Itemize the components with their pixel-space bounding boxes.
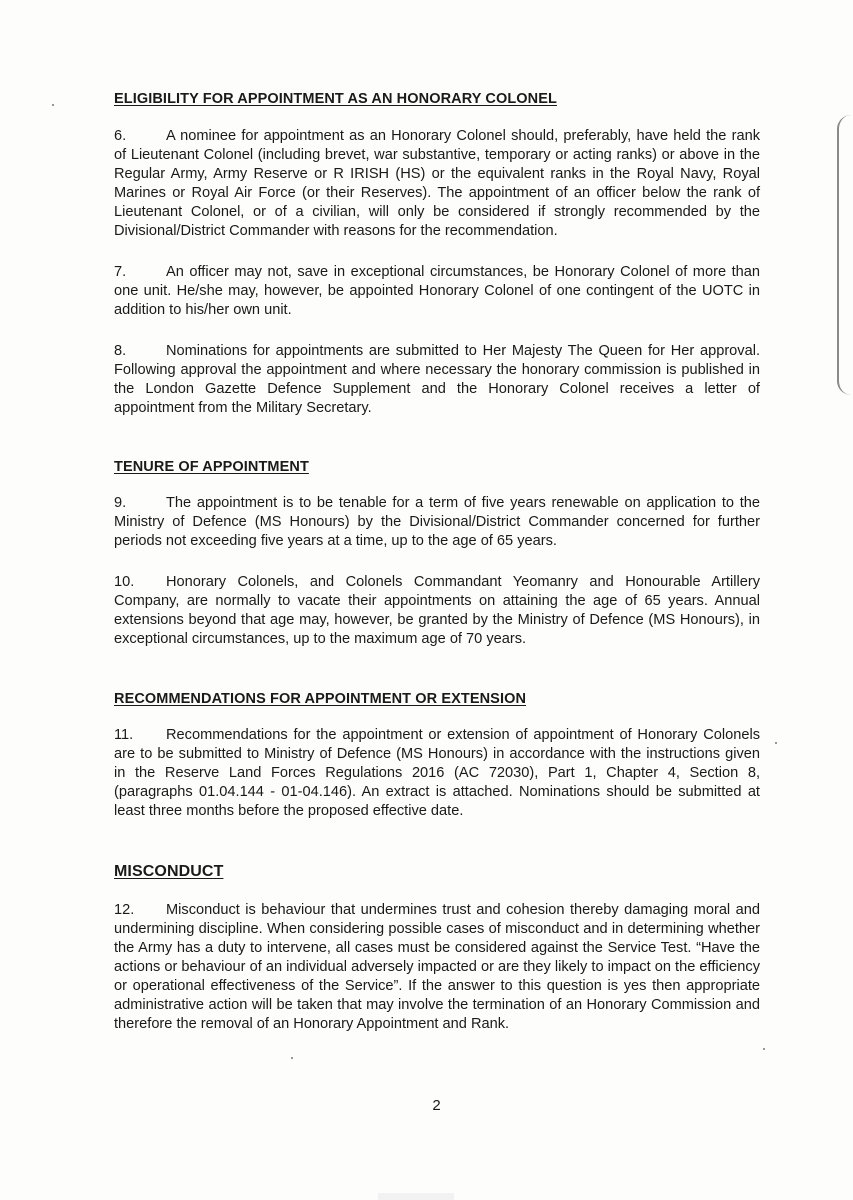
paragraph-6 [114, 127, 760, 241]
paragraph-11 [114, 726, 760, 821]
paragraph-number: 7. [114, 264, 127, 280]
page-number: 2 [432, 1097, 441, 1114]
scan-speck [52, 104, 54, 106]
scan-speck [763, 1048, 765, 1050]
paragraph-text: The appointment is to be tenable for a term of five years renewable on application to the Ministry of Defence (MS Honours) by the Divisional/District Commander concerned for further periods not exceeding five years at a time, up to the age of 65 years. [114, 495, 760, 549]
paragraph-text: Recommendations for the appointment or extension of appointment of Honorary Colonels are to be submitted to Ministry of Defence (MS Honours) in accordance with the instructions given in the Reserve Land Forces Regulations 2016 (AC 72030), Part 1, Chapter 4, Section 8, (paragraphs 01.04.144 - 01-04.146). An extract is attached. Nominations should be submitted at least three months before the proposed effective date. [114, 727, 760, 819]
paragraph-number: 11. [114, 727, 134, 743]
binder-clip-mark [837, 115, 853, 395]
paragraph-text: Misconduct is behaviour that undermines trust and cohesion thereby damaging moral and undermining discipline. When considering possible cases of misconduct and in determining whether the Army has a duty to intervene, all cases must be considered against the Service Test. “Have the actions or behaviour of an individual adversely impacted or are they likely to impact on the efficiency or operational effectiveness of the Service”. If the answer to this question is yes then appropriate administrative action will be taken that may involve the termination of an Honorary Commission and therefore the removal of an Honorary Appointment and Rank. [114, 902, 760, 1032]
paragraph-8 [114, 342, 760, 418]
paragraph-10 [114, 573, 760, 649]
scan-speck [775, 742, 777, 744]
paragraph-number: 9. [114, 495, 127, 511]
section-heading-recommendations: RECOMMENDATIONS FOR APPOINTMENT OR EXTENSION [114, 691, 527, 707]
paragraph-number: 12. [114, 902, 135, 918]
paragraph-number: 8. [114, 343, 127, 359]
scan-edge-mark [378, 1193, 454, 1200]
paragraph-9 [114, 494, 760, 551]
paragraph-text: Nominations for appointments are submitted to Her Majesty The Queen for Her approval. Following approval the appointment and where necessary the honorary commission is published in the London Gazette Defence Supplement and the Honorary Colonel receives a letter of appointment from the Military Secretary. [114, 343, 760, 416]
paragraph-number: 6. [114, 128, 127, 144]
paragraph-text: A nominee for appointment as an Honorary Colonel should, preferably, have held the rank of Lieutenant Colonel (including brevet, war substantive, temporary or acting ranks) or above in the Regular Army, Army Reserve or R IRISH (HS) or the equivalent ranks in the Royal Navy, Royal Marines or Royal Air Force (or their Reserves). The appointment of an officer below the rank of Lieutenant Colonel, or of a civilian, will only be considered if strongly recommended by the Divisional/District Commander with reasons for the recommendation. [114, 128, 760, 239]
paragraph-number: 10. [114, 574, 135, 590]
section-heading-tenure: TENURE OF APPOINTMENT [114, 459, 309, 475]
section-heading-eligibility: ELIGIBILITY FOR APPOINTMENT AS AN HONORARY COLONEL [114, 91, 557, 107]
paragraph-7 [114, 263, 760, 320]
scan-speck [291, 1057, 293, 1059]
document-body [114, 86, 760, 1034]
paragraph-text: An officer may not, save in exceptional circumstances, be Honorary Colonel of more than one unit. He/she may, however, be appointed Honorary Colonel of one contingent of the UOTC in addition to his/her own unit. [114, 264, 760, 318]
paragraph-text: Honorary Colonels, and Colonels Commandant Yeomanry and Honourable Artillery Company, are normally to vacate their appointments on attaining the age of 65 years. Annual extensions beyond that age may, however, be granted by the Ministry of Defence (MS Honours), in exceptional circumstances, up to the maximum age of 70 years. [114, 574, 760, 647]
section-heading-misconduct: MISCONDUCT [114, 863, 224, 880]
paragraph-12 [114, 901, 760, 1034]
